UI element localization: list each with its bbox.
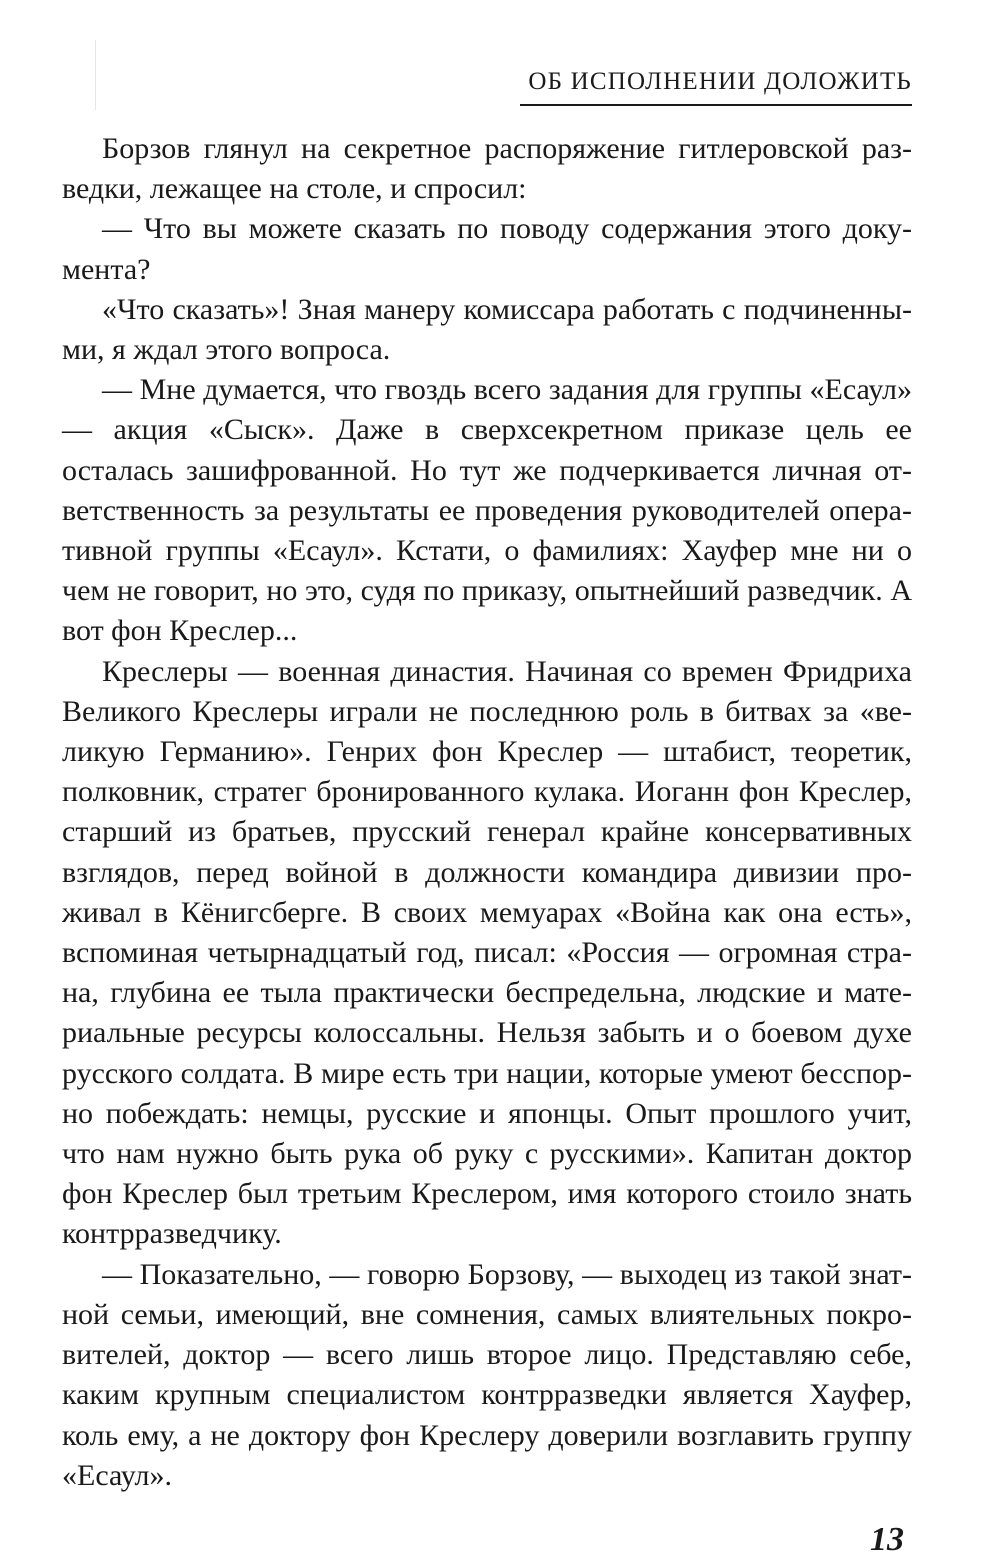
body-text bbox=[62, 129, 912, 1496]
paragraph: — Мне думается, что гвоздь всего задания для группы «Есаул» — акция «Сыск». Даже в сверхсекретном приказе цель ее осталась зашифрованной. Но тут же подчеркивается личная ответственность за результаты ее проведения руководителей оперативной группы «Есаул». Кстати, о фамилиях: Хауфер мне ни о чем не говорит, но это, судя по приказу, опытнейший разведчик. А вот фон Креслер... bbox=[62, 373, 912, 648]
paragraph: — Что вы можете сказать по поводу содержания этого документа? bbox=[62, 212, 912, 286]
running-head: ОБ ИСПОЛНЕНИИ ДОЛОЖИТЬ bbox=[528, 68, 912, 95]
running-head-rule bbox=[520, 104, 912, 106]
paragraph: Креслеры — военная династия. Начиная со времен Фридриха Великого Креслеры играли не последнюю роль в битвах за «великую Германию». Генрих фон Креслер — штабист, теоретик, полковник, стратег бронированного кулака. Иоганн фон Креслер, старший из братьев, прусский генерал крайне консервативных взглядов, перед войной в должности командира дивизии проживал в Кёнигсберге. В своих мемуарах «Война как она есть», вспоминая четырнадцатый год, писал: «Россия — огромная страна, глубина ее тыла практически беспредельна, людские и материальные ресурсы колоссальны. Нельзя забыть и о боевом духе русского солдата. В мире есть три нации, которые умеют бесспорно побеждать: немцы, русские и японцы. Опыт прошлого учит, что нам нужно быть рука об руку с русскими». Капитан доктор фон Креслер был третьим Креслером, имя которого стоило знать контрразведчику. bbox=[62, 654, 912, 1251]
paragraph: «Что сказать»! Зная манеру комиссара работать с подчиненными, я ждал этого вопроса. bbox=[62, 292, 912, 367]
paragraph: Борзов глянул на секретное распоряжение гитлеровской разведки, лежащее на столе, и спросил: bbox=[62, 132, 912, 206]
paragraph: — Показательно, — говорю Борзову, — выходец из такой знатной семьи, имеющий, вне сомнения, самых влиятельных покровителей, доктор — всего лишь второе лицо. Представляю себе, каким крупным специалистом контрразведки является Хауфер, коль ему, а не доктору фон Креслеру доверили возглавить группу «Есаул». bbox=[62, 1257, 912, 1492]
scan-edge-mark bbox=[95, 40, 96, 110]
page-number: 13 bbox=[870, 1521, 904, 1558]
